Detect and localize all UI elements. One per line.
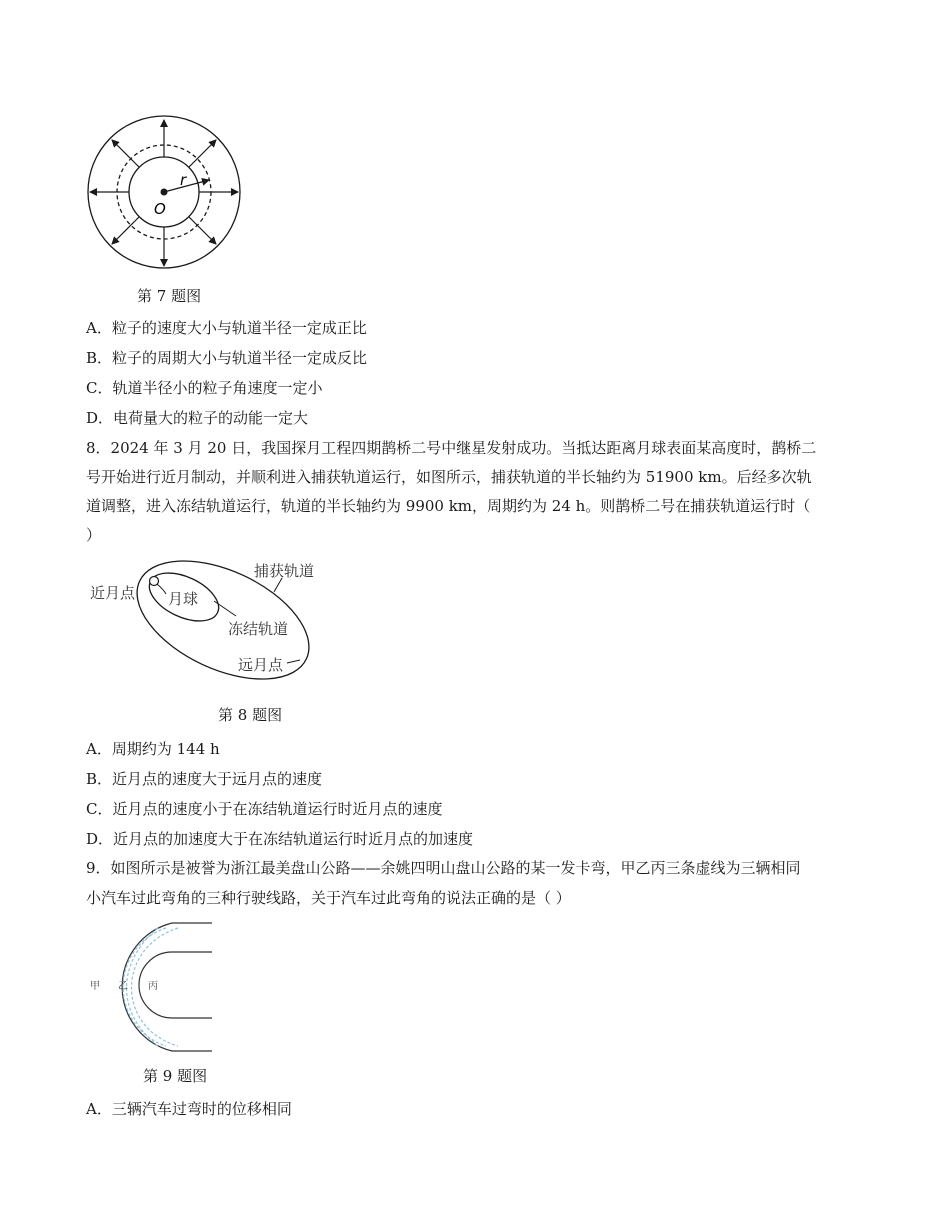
route-jia-label: 甲: [90, 981, 100, 992]
q9-option-a: A．三辆汽车过弯时的位移相同: [86, 1100, 292, 1118]
q8-option-c: C．近月点的速度小于在冻结轨道运行时近月点的速度: [86, 800, 443, 818]
route-bing-label: 丙: [148, 981, 158, 992]
figure-8-diagram: [86, 556, 326, 690]
apolune-label: 远月点: [238, 656, 284, 674]
q8-option-d: D．近月点的加速度大于在冻结轨道运行时近月点的加速度: [86, 830, 474, 848]
q7-option-b: B．粒子的周期大小与轨道半径一定成反比: [86, 349, 368, 367]
q8-option-a: A．周期约为 144 h: [86, 740, 220, 758]
q8-option-b: B．近月点的速度大于远月点的速度: [86, 770, 323, 788]
q8-stem-line-1: 8．2024 年 3 月 20 日，我国探月工程四期鹊桥二号中继星发射成功。当抵达距离月球表面某高度时，鹊桥二: [86, 439, 817, 457]
q8-stem-line-3: 道调整，进入冻结轨道运行，轨道的半长轴约为 9900 km，周期约为 24 h。则鹊桥二号在捕获轨道运行时（: [86, 497, 811, 515]
capture-orbit-label: 捕获轨道: [254, 562, 315, 580]
figure-8-caption: 第 8 题图: [218, 706, 283, 724]
radius-label: r: [180, 171, 187, 189]
center-label: O: [154, 200, 166, 218]
moon-label: 月球: [168, 590, 199, 608]
figure-9-caption: 第 9 题图: [143, 1067, 208, 1085]
q8-stem-line-2: 号开始进行近月制动，并顺利进入捕获轨道运行，如图所示，捕获轨道的半长轴约为 51900 km。后经多次轨: [86, 468, 812, 486]
q7-option-a: A．粒子的速度大小与轨道半径一定成正比: [86, 319, 367, 337]
frozen-orbit-label: 冻结轨道: [228, 620, 289, 638]
q9-stem-line-1: 9．如图所示是被誉为浙江最美盘山公路——余姚四明山盘山公路的某一发卡弯，甲乙丙三条虚线为三辆相同: [86, 859, 801, 877]
route-yi-label: 乙: [118, 981, 128, 992]
q8-stem-line-4: ）: [86, 526, 102, 544]
perilune-label: 近月点: [90, 584, 136, 602]
q7-option-d: D．电荷量大的粒子的动能一定大: [86, 409, 309, 427]
figure-7-diagram: [84, 114, 244, 274]
q7-option-c: C．轨道半径小的粒子角速度一定小: [86, 379, 323, 397]
figure-7-caption: 第 7 题图: [137, 287, 202, 305]
q9-stem-line-2: 小汽车过此弯角的三种行驶线路，关于汽车过此弯角的说法正确的是（ ）: [86, 889, 571, 907]
figure-9-diagram: [86, 918, 218, 1058]
